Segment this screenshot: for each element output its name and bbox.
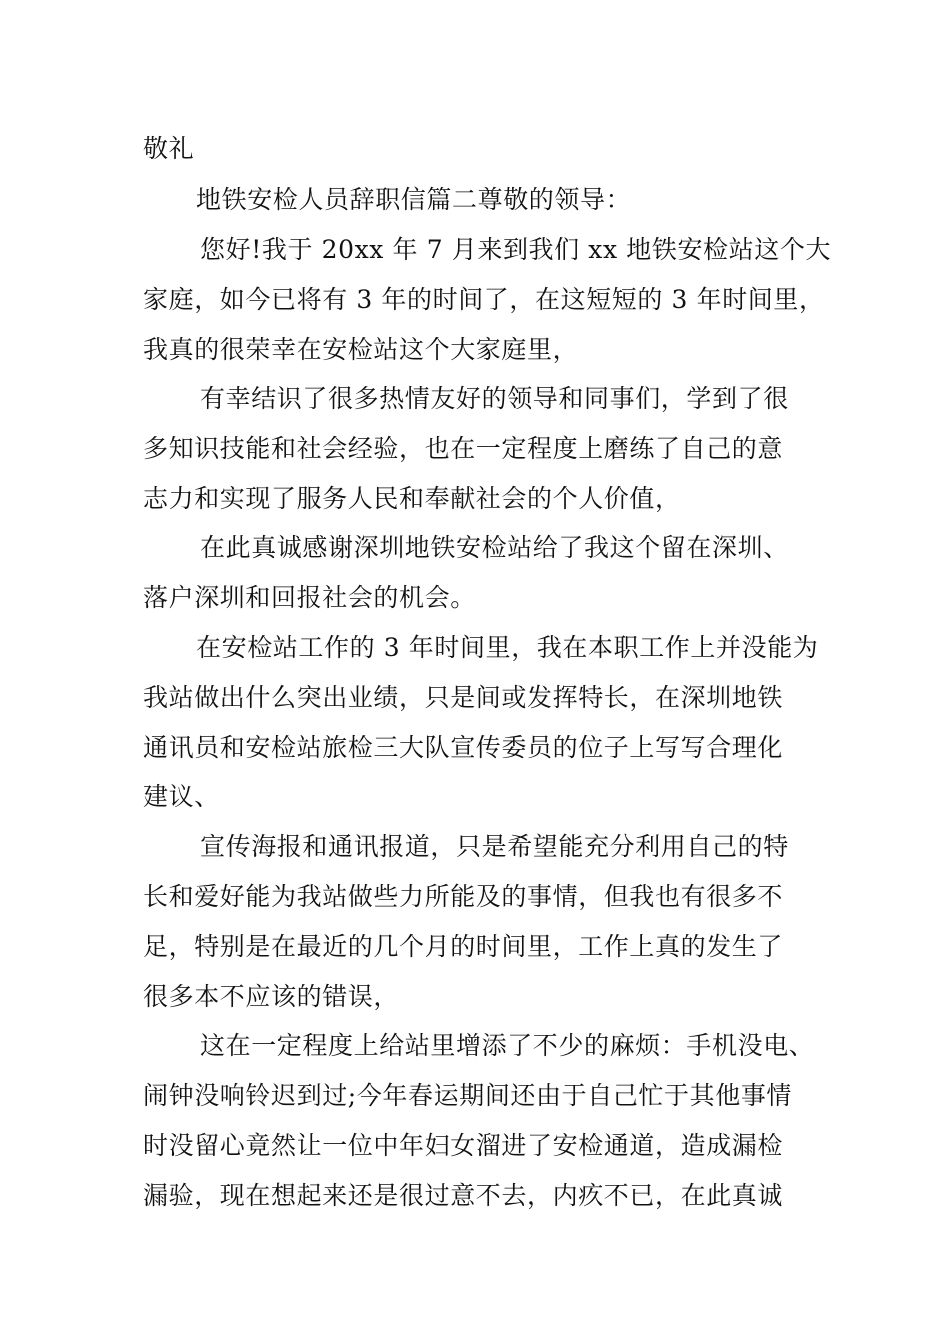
text-line: 我站做出什么突出业绩，只是间或发挥特长，在深圳地铁 bbox=[143, 683, 784, 712]
text-line: 漏验，现在想起来还是很过意不去，内疚不已，在此真诚 bbox=[143, 1181, 784, 1210]
text-line: 我真的很荣幸在安检站这个大家庭里， bbox=[143, 335, 579, 364]
text-line: 闹钟没响铃迟到过;今年春运期间还由于自己忙于其他事情 bbox=[143, 1081, 793, 1110]
text-line: 宣传海报和通讯报道，只是希望能充分利用自己的特 bbox=[200, 832, 789, 861]
text-line: 落户深圳和回报社会的机会。 bbox=[143, 583, 476, 612]
text-line: 在安检站工作的 3 年时间里，我在本职工作上并没能为 bbox=[196, 633, 819, 662]
text-line: 建议、 bbox=[143, 782, 220, 811]
text-line: 长和爱好能为我站做些力所能及的事情，但我也有很多不 bbox=[143, 882, 784, 911]
text-line: 足，特别是在最近的几个月的时间里，工作上真的发生了 bbox=[143, 932, 784, 961]
text-line: 您好!我于 20xx 年 7 月来到我们 xx 地铁安检站这个大 bbox=[200, 235, 832, 264]
text-line: 很多本不应该的错误， bbox=[143, 982, 400, 1011]
text-line: 家庭，如今已将有 3 年的时间了，在这短短的 3 年时间里， bbox=[143, 285, 825, 314]
text-line: 有幸结识了很多热情友好的领导和同事们，学到了很 bbox=[200, 384, 789, 413]
text-line: 在此真诚感谢深圳地铁安检站给了我这个留在深圳、 bbox=[200, 533, 789, 562]
text-line: 通讯员和安检站旅检三大队宣传委员的位子上写写合理化 bbox=[143, 733, 784, 762]
text-line: 敬礼 bbox=[143, 134, 195, 163]
text-line: 志力和实现了服务人民和奉献社会的个人价值， bbox=[143, 484, 681, 513]
text-line: 这在一定程度上给站里增添了不少的麻烦：手机没电、 bbox=[200, 1031, 815, 1060]
text-line: 多知识技能和社会经验，也在一定程度上磨练了自己的意 bbox=[143, 434, 784, 463]
text-line: 地铁安检人员辞职信篇二尊敬的领导： bbox=[196, 185, 632, 214]
text-line: 时没留心竟然让一位中年妇女溜进了安检通道，造成漏检 bbox=[143, 1131, 784, 1160]
